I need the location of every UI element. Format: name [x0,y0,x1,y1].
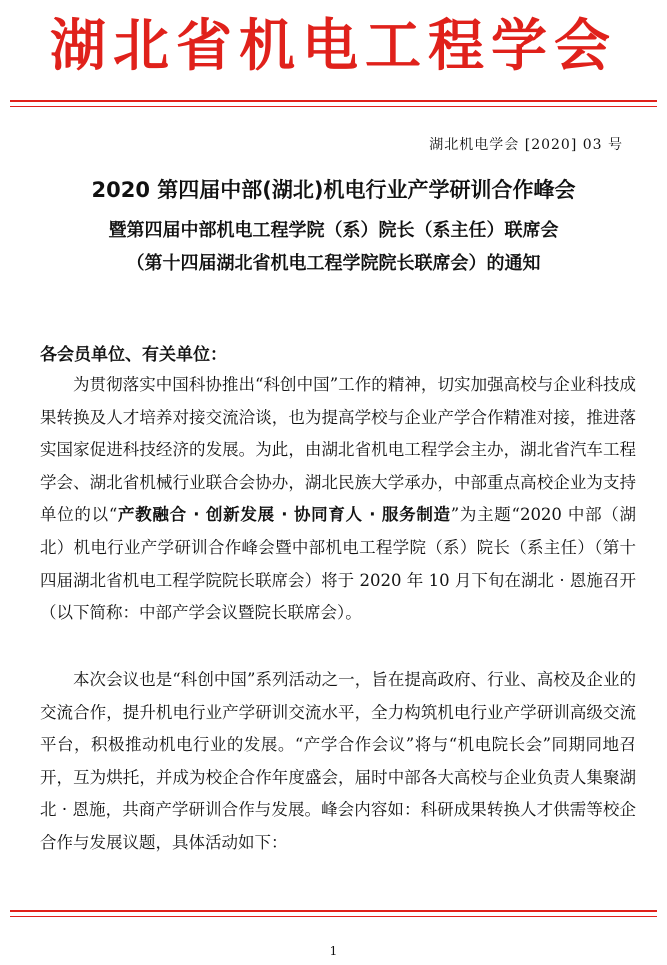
footer-divider-thick [10,910,657,912]
body-paragraph-2: 本次会议也是“科创中国”系列活动之一，旨在提高政府、行业、高校及企业的交流合作，提升机电行业产学研训交流水平，全力构筑机电行业产学研训高级交流平台，积极推动机电行业的发展。“产学合作会议”将与“机电院长会”同期同地召开，互为烘托，并成为校企合作年度盛会，届时中部各大高校与企业负责人集聚湖北 · 恩施，共商产学研训合作与发展。峰会内容如：科研成果转换人才供需等校企合作与发展议题，具体活动如下： [40,670,636,852]
document-title-line-1: 2020 第四届中部(湖北)机电行业产学研训合作峰会 [91,178,576,202]
letterhead-divider-thick [10,100,657,102]
paragraph-1-text-start: 为贯彻落实中国科协推出“科创中国”工作的精神，切实加强高校与企业科技成果转换及人才培养对接交流洽谈，也为提高学校与企业产学合作精准对接，推进落实国家促进科技经济的发展。为此，由湖北省机电工程学会主办，湖北省汽车工程学会、湖北省机械行业联合会协办，湖北民族大学承办，中部重点高校企业为支持单位的以“ [40,375,636,525]
page-number: 1 [329,944,338,958]
document-title-line-2: 暨第四届中部机电工程学院（系）院长（系主任）联席会 [108,220,559,241]
document-number: 湖北机电学会 [2020] 03 号 [429,137,623,153]
salutation: 各会员单位、有关单位： [40,345,227,365]
letterhead-organization-name: 湖北省机电工程学会 [50,13,617,79]
document-title-line-3: （第十四届湖北省机电工程学院院长联席会）的通知 [126,253,541,274]
letterhead-divider-thin [10,106,657,107]
footer-divider-thin [10,916,657,917]
paragraph-1-theme-emphasis: 产教融合 · 创新发展 · 协同育人 · 服务制造 [117,505,451,525]
body-paragraph-1 [40,369,636,630]
paragraph-1-text-end: ”为主题“2020 中部（湖北）机电行业产学研训合作峰会暨中部机电工程学院（系）院长（系主任）（第十四届湖北省机电工程学院院长联席会）将于 2020 年 10 月下旬在湖北 · 恩施召开（以下简称：中部产学会议暨院长联席会）。 [40,505,636,623]
